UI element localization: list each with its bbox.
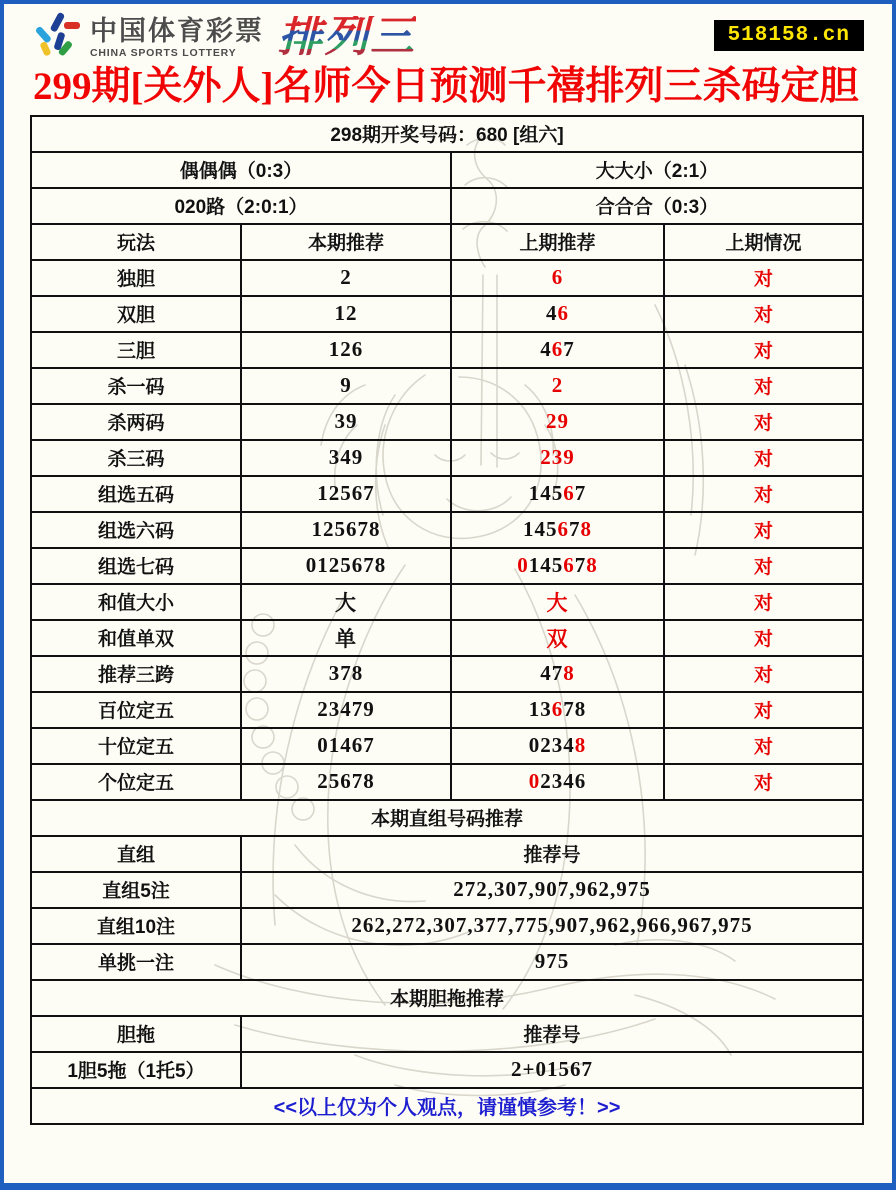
table-row — [31, 332, 863, 368]
previous-recommendation — [451, 620, 664, 656]
summary-row — [31, 152, 863, 188]
dantuo-header-row — [31, 1016, 863, 1052]
digit-group: 239 — [540, 445, 575, 470]
digit-group: 29 — [546, 409, 569, 434]
play-name: 组选五码 — [31, 476, 241, 512]
prediction-table — [30, 115, 864, 1125]
previous-recommendation — [451, 476, 664, 512]
play-name: 组选六码 — [31, 512, 241, 548]
digit-group: 78 — [563, 697, 587, 722]
dantuo-play-label: 1胆5拖（1托5） — [31, 1052, 241, 1088]
previous-result: 对 — [664, 656, 863, 692]
dantuo-section-title-row — [31, 980, 863, 1016]
zhizu-section-title: 本期直组号码推荐 — [31, 800, 863, 836]
digit-group: 145 — [528, 553, 564, 578]
previous-recommendation — [451, 764, 664, 800]
parity-pattern: 偶偶偶（0:3） — [31, 152, 451, 188]
digit-group: 6 — [563, 481, 575, 506]
previous-recommendation — [451, 692, 664, 728]
previous-result: 对 — [664, 548, 863, 584]
page-header — [0, 0, 896, 62]
current-recommendation: 25678 — [241, 764, 451, 800]
digit-group: 7 — [574, 481, 587, 506]
table-row — [31, 908, 863, 944]
column-header-play: 玩法 — [31, 224, 241, 260]
column-header-result: 上期情况 — [664, 224, 863, 260]
digit-group: 大 — [546, 590, 569, 615]
table-row — [31, 404, 863, 440]
draw-result-row — [31, 116, 863, 152]
digit-group: 6 — [551, 265, 564, 290]
digit-group: 0 — [528, 769, 541, 794]
zhizu-play-label: 直组10注 — [31, 908, 241, 944]
previous-result: 对 — [664, 692, 863, 728]
previous-recommendation — [451, 584, 664, 620]
digit-group: 2346 — [540, 769, 587, 794]
logo-product-name: 排列三 — [278, 12, 416, 62]
previous-result: 对 — [664, 440, 863, 476]
current-recommendation: 349 — [241, 440, 451, 476]
digit-group: 4 — [540, 337, 552, 362]
digit-group: 7 — [574, 553, 587, 578]
previous-recommendation — [451, 548, 664, 584]
digit-group: 0 — [517, 553, 529, 578]
digit-group: 0234 — [528, 733, 575, 758]
play-name: 十位定五 — [31, 728, 241, 764]
current-recommendation: 大 — [241, 584, 451, 620]
previous-recommendation — [451, 260, 664, 296]
previous-result: 对 — [664, 404, 863, 440]
play-name: 杀三码 — [31, 440, 241, 476]
zhizu-numbers: 975 — [241, 944, 863, 980]
current-recommendation: 2 — [241, 260, 451, 296]
previous-recommendation — [451, 404, 664, 440]
play-name: 三胆 — [31, 332, 241, 368]
current-recommendation: 125678 — [241, 512, 451, 548]
zhizu-header-row — [31, 836, 863, 872]
dantuo-numbers: 2+01567 — [241, 1052, 863, 1088]
play-name: 双胆 — [31, 296, 241, 332]
digit-group: 2 — [551, 373, 564, 398]
site-watermark-badge: 518158.cn — [714, 20, 864, 51]
digit-group: 6 — [557, 517, 569, 542]
zhizu-play-label: 单挑一注 — [31, 944, 241, 980]
current-recommendation: 0125678 — [241, 548, 451, 584]
digit-group: 7 — [563, 337, 575, 362]
current-recommendation: 9 — [241, 368, 451, 404]
previous-result: 对 — [664, 476, 863, 512]
table-row — [31, 620, 863, 656]
digit-group: 47 — [540, 661, 564, 686]
current-recommendation: 01467 — [241, 728, 451, 764]
table-row — [31, 764, 863, 800]
digit-group: 145 — [523, 517, 558, 542]
zhizu-header-value: 推荐号 — [241, 836, 863, 872]
table-row — [31, 440, 863, 476]
play-name: 个位定五 — [31, 764, 241, 800]
draw-result: 298期开奖号码：680 [组六] — [31, 116, 863, 152]
play-name: 独胆 — [31, 260, 241, 296]
zhizu-play-label: 直组5注 — [31, 872, 241, 908]
play-name: 和值单双 — [31, 620, 241, 656]
play-name: 百位定五 — [31, 692, 241, 728]
previous-recommendation — [451, 332, 664, 368]
digit-group: 8 — [586, 553, 598, 578]
column-header-previous: 上期推荐 — [451, 224, 664, 260]
previous-recommendation — [451, 656, 664, 692]
table-row — [31, 368, 863, 404]
previous-result: 对 — [664, 620, 863, 656]
current-recommendation: 378 — [241, 656, 451, 692]
zhizu-section-title-row — [31, 800, 863, 836]
digit-group: 双 — [546, 626, 569, 651]
page-title: 299期[关外人]名师今日预测千禧排列三杀码定胆 — [33, 65, 859, 108]
main-header-row — [31, 224, 863, 260]
digit-group: 6 — [551, 337, 564, 362]
table-row — [31, 584, 863, 620]
previous-result: 对 — [664, 512, 863, 548]
table-row — [31, 728, 863, 764]
digit-group: 4 — [546, 301, 558, 326]
current-recommendation: 12 — [241, 296, 451, 332]
digit-group: 6 — [551, 697, 564, 722]
previous-result: 对 — [664, 260, 863, 296]
previous-result: 对 — [664, 728, 863, 764]
table-row — [31, 260, 863, 296]
current-recommendation: 126 — [241, 332, 451, 368]
dantuo-header-value: 推荐号 — [241, 1016, 863, 1052]
digit-group: 13 — [528, 697, 552, 722]
logo-chinese-name: 中国体育彩票 — [90, 15, 264, 46]
play-name: 和值大小 — [31, 584, 241, 620]
table-row — [31, 872, 863, 908]
logo-english-name: CHINA SPORTS LOTTERY — [90, 46, 237, 59]
footer-row — [31, 1088, 863, 1124]
column-header-current: 本期推荐 — [241, 224, 451, 260]
sum-pattern: 合合合（0:3） — [451, 188, 863, 224]
digit-group: 6 — [563, 553, 575, 578]
table-row — [31, 692, 863, 728]
play-name: 杀两码 — [31, 404, 241, 440]
play-name: 推荐三跨 — [31, 656, 241, 692]
current-recommendation: 23479 — [241, 692, 451, 728]
previous-result: 对 — [664, 332, 863, 368]
previous-recommendation — [451, 368, 664, 404]
zhizu-header-label: 直组 — [31, 836, 241, 872]
digit-group: 8 — [563, 661, 575, 686]
previous-recommendation — [451, 296, 664, 332]
previous-result: 对 — [664, 584, 863, 620]
digit-group: 6 — [557, 301, 569, 326]
previous-recommendation — [451, 512, 664, 548]
disclaimer-note: <<以上仅为个人观点，请谨慎参考！>> — [31, 1088, 863, 1124]
play-name: 组选七码 — [31, 548, 241, 584]
table-row — [31, 296, 863, 332]
current-recommendation: 单 — [241, 620, 451, 656]
previous-recommendation — [451, 440, 664, 476]
play-name: 杀一码 — [31, 368, 241, 404]
previous-recommendation — [451, 728, 664, 764]
current-recommendation: 12567 — [241, 476, 451, 512]
previous-result: 对 — [664, 368, 863, 404]
size-pattern: 大大小（2:1） — [451, 152, 863, 188]
digit-group: 145 — [528, 481, 564, 506]
summary-row — [31, 188, 863, 224]
table-row — [31, 512, 863, 548]
digit-group: 8 — [574, 733, 587, 758]
sports-lottery-icon — [34, 10, 82, 58]
table-row — [31, 944, 863, 980]
table-row — [31, 656, 863, 692]
digit-group: 7 — [569, 517, 581, 542]
table-row — [31, 548, 863, 584]
previous-result: 对 — [664, 764, 863, 800]
table-row — [31, 1052, 863, 1088]
table-row — [31, 476, 863, 512]
dantuo-header-label: 胆拖 — [31, 1016, 241, 1052]
digit-group: 8 — [580, 517, 592, 542]
previous-result: 对 — [664, 296, 863, 332]
route-pattern: 020路（2:0:1） — [31, 188, 451, 224]
zhizu-numbers: 262,272,307,377,775,907,962,966,967,975 — [241, 908, 863, 944]
zhizu-numbers: 272,307,907,962,975 — [241, 872, 863, 908]
current-recommendation: 39 — [241, 404, 451, 440]
dantuo-section-title: 本期胆拖推荐 — [31, 980, 863, 1016]
